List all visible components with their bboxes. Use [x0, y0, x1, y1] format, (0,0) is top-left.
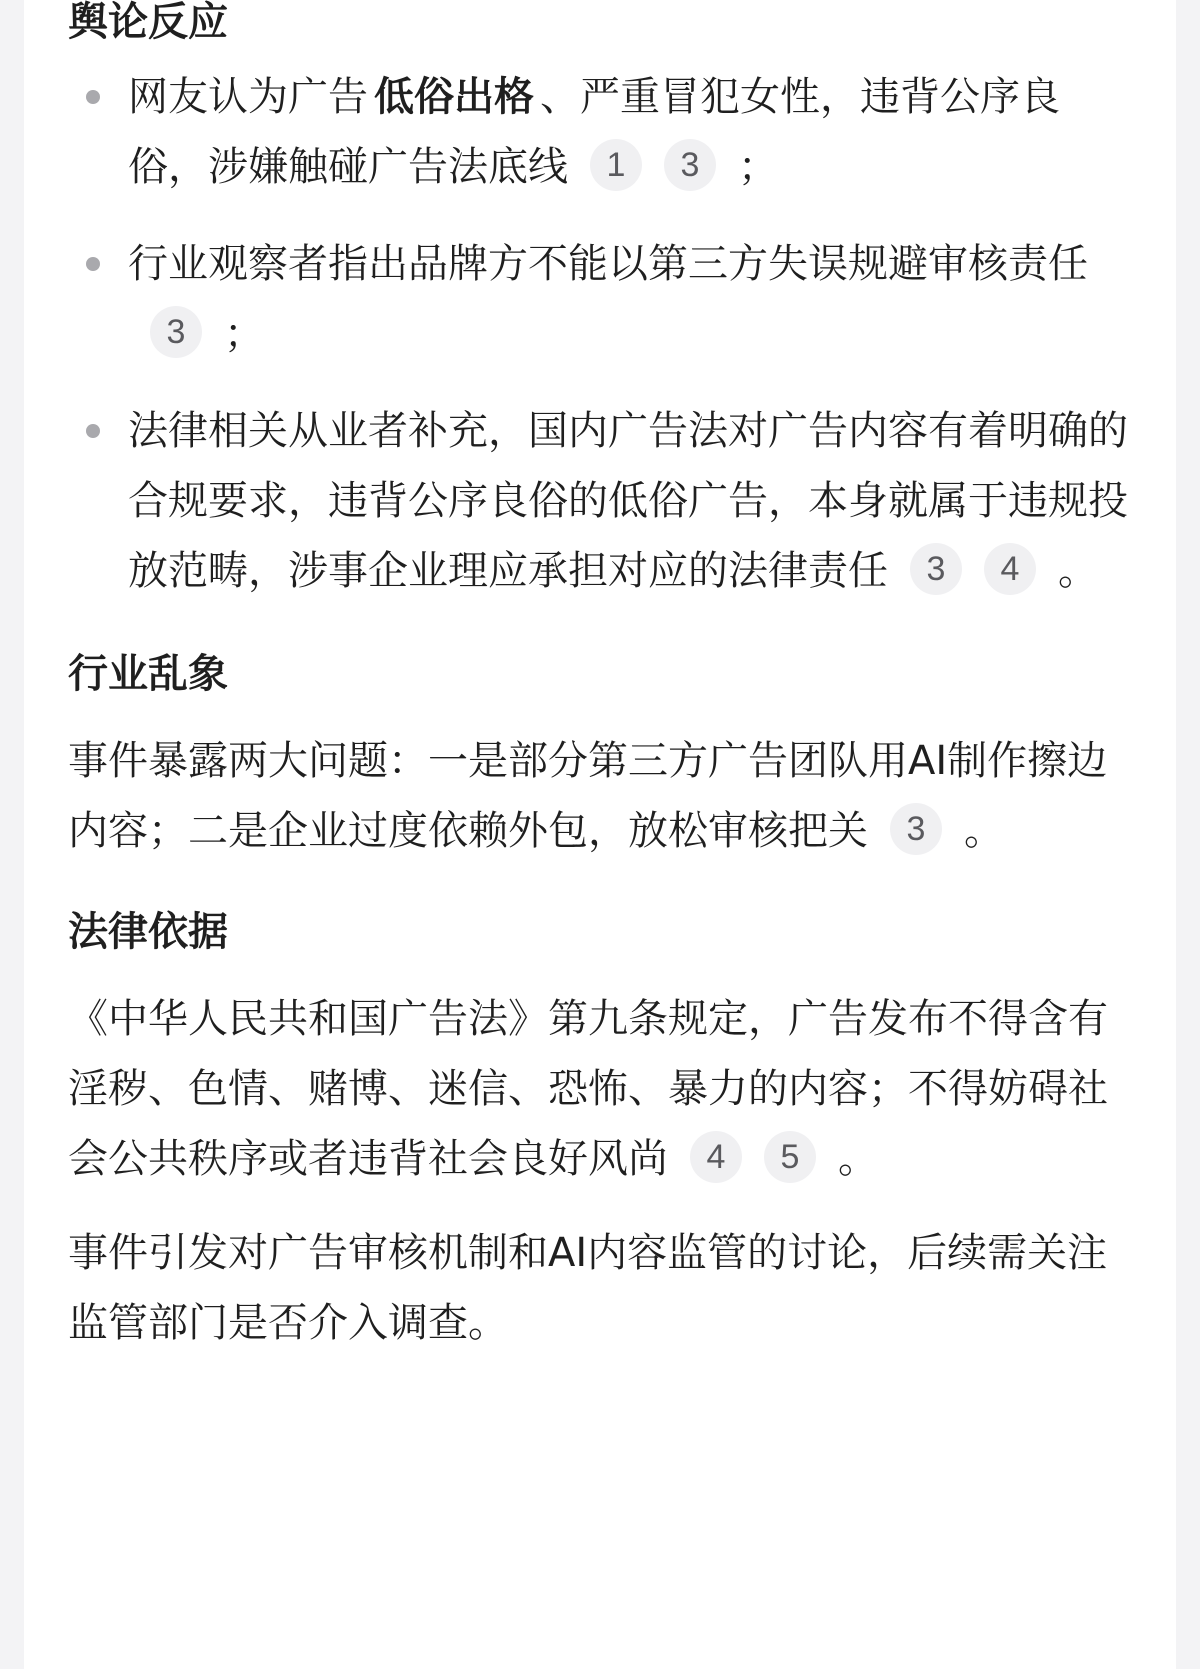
item-bold-text: 低俗出格 [374, 74, 534, 120]
list-item [68, 62, 1132, 202]
list-item [68, 396, 1132, 606]
bullet-dot-icon [86, 424, 100, 438]
citation-button[interactable]: 5 [764, 1131, 816, 1183]
item-text: 法律相关从业者补充，国内广告法对广告内容有着明确的合规要求，违背公序良俗的低俗广告，本身就属于违规投放范畴，涉事企业理应承担对应的法律责任 [128, 408, 1128, 594]
paragraph-end-punct: 。 [838, 1136, 878, 1182]
citation-button[interactable]: 1 [590, 139, 642, 191]
citation-button[interactable]: 3 [150, 306, 202, 358]
item-text: 网友认为广告 [128, 74, 368, 120]
bullet-dot-icon [86, 90, 100, 104]
citation-button[interactable]: 3 [890, 803, 942, 855]
item-end-punct: ； [738, 144, 778, 190]
public-opinion-list [68, 62, 1132, 606]
citation-button[interactable]: 3 [910, 543, 962, 595]
paragraph-end-punct: 。 [964, 808, 1004, 854]
paragraph-text: 《中华人民共和国广告法》第九条规定，广告发布不得含有淫秽、色情、赌博、迷信、恐怖、暴力的内容；不得妨碍社会公共秩序或者违背社会良好风尚 [68, 996, 1108, 1182]
industry-chaos-paragraph [68, 726, 1132, 866]
section-title-legal-basis: 法律依据 [68, 909, 228, 955]
closing-paragraph: 事件引发对广告审核机制和AI内容监管的讨论，后续需关注监管部门是否介入调查。 [68, 1230, 1108, 1346]
item-end-punct: 。 [1058, 548, 1098, 594]
citation-button[interactable]: 3 [664, 139, 716, 191]
bullet-dot-icon [86, 257, 100, 271]
list-item [68, 229, 1132, 369]
citation-button[interactable]: 4 [984, 543, 1036, 595]
legal-basis-paragraph [68, 984, 1132, 1194]
item-end-punct: ； [224, 311, 264, 357]
item-text: 行业观察者指出品牌方不能以第三方失误规避审核责任 [128, 241, 1088, 287]
section-title-public-opinion: 舆论反应 [68, 0, 228, 45]
answer-card [24, 0, 1176, 1669]
item-text: 、严重冒犯女性，违背公序良俗，涉嫌触碰广告法底线 [128, 74, 1060, 190]
section-title-industry-chaos: 行业乱象 [68, 651, 228, 697]
paragraph-text: 事件暴露两大问题：一是部分第三方广告团队用AI制作擦边内容；二是企业过度依赖外包，放松审核把关 [68, 738, 1108, 854]
citation-button[interactable]: 4 [690, 1131, 742, 1183]
